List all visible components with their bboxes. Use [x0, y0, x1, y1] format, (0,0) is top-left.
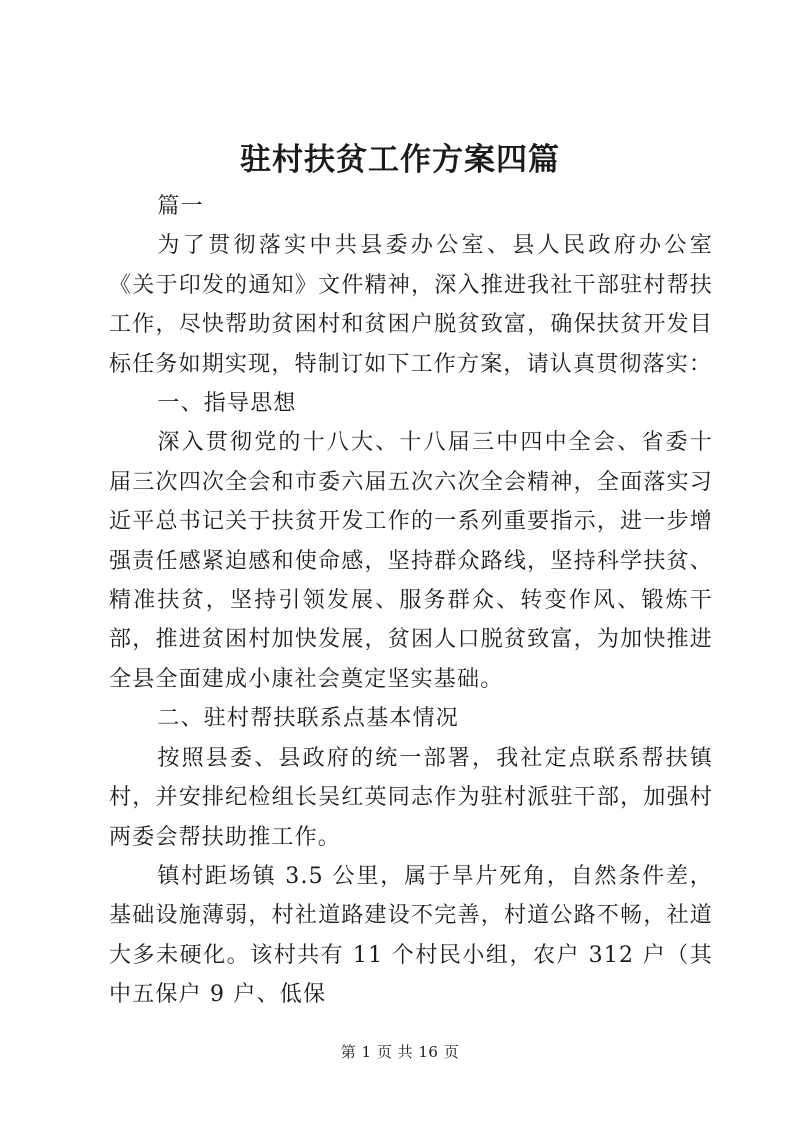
guiding-thought-paragraph: 深入贯彻党的十八大、十八届三中四中全会、省委十届三次四次全会和市委六届五次六次全会精神，全面落实习近平总书记关于扶贫开发工作的一系列重要指示，进一步增强责任感紧迫感和使命感，坚持群众路线，坚持科学扶贫、精准扶贫，坚持引领发展、服务群众、转变作风、锻炼干部，推进贫困村加快发展，贫困人口脱贫致富，为加快推进全县全面建成小康社会奠定坚实基础。 — [109, 430, 713, 692]
document-title: 驻村扶贫工作方案四篇 — [240, 142, 560, 178]
section-heading-part-one: 篇一 — [157, 194, 204, 219]
village-situation-paragraph: 镇村距场镇 3.5 公里，属于旱片死角，自然条件差，基础设施薄弱，村社道路建设不完善，村道公路不畅，社道大多未硬化。该村共有 11 个村民小组，农户 312 户（其中五保户 9 户、低保 — [109, 863, 713, 1008]
section-heading-basic-situation: 二、驻村帮扶联系点基本情况 — [157, 706, 459, 732]
page-number-footer: 第 1 页 共 16 页 — [340, 1043, 460, 1061]
section-heading-guiding-thought: 一、指导思想 — [157, 391, 297, 417]
intro-paragraph: 为了贯彻落实中共县委办公室、县人民政府办公室《关于印发的通知》文件精神，深入推进我社干部驻村帮扶工作，尽快帮助贫困村和贫困户脱贫致富，确保扶贫开发目标任务如期实现，特制订如下工作方案，请认真贯彻落实： — [109, 233, 713, 377]
document-body — [109, 187, 713, 1015]
deployment-paragraph: 按照县委、县政府的统一部署，我社定点联系帮扶镇村，并安排纪检组长吴红英同志作为驻村派驻干部，加强村两委会帮扶助推工作。 — [109, 745, 713, 850]
